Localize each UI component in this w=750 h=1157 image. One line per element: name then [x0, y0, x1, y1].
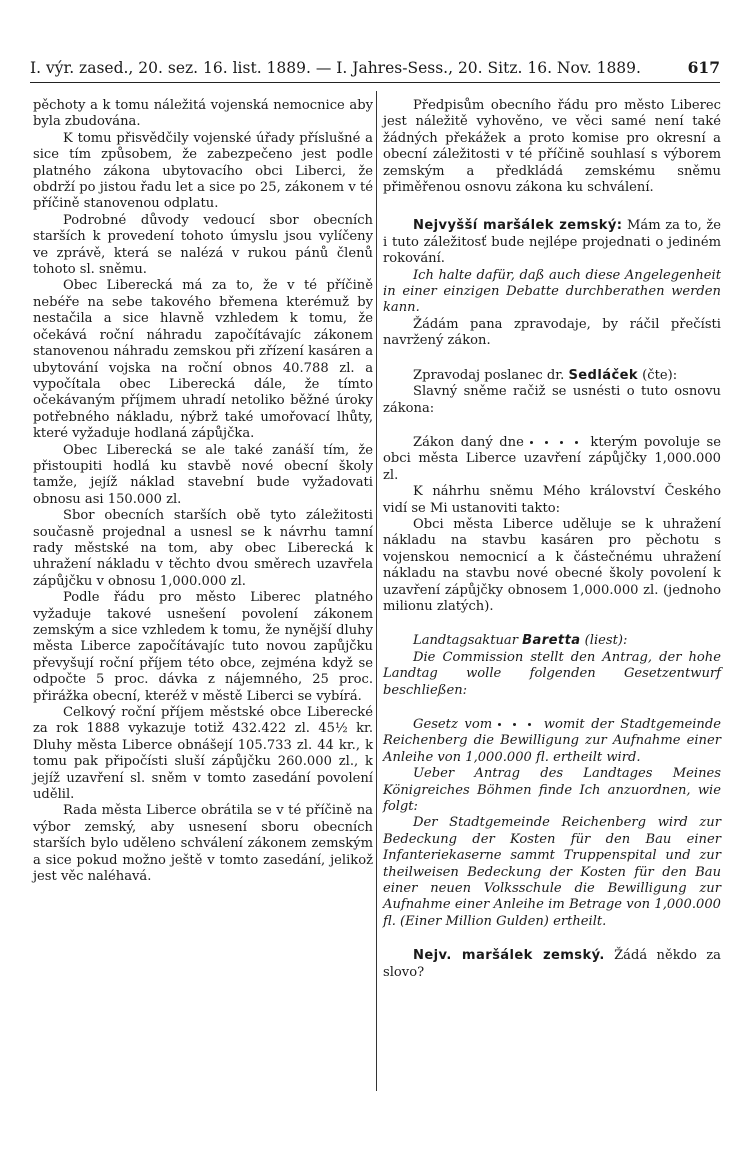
speaker-name: Nejv. maršálek zemský.	[413, 948, 605, 964]
paragraph: Podle řádu pro město Liberec platného vyžaduje takové usnešení povolení zákonem zemským a sice vzhledem k tomu, že nynější dluhy města Liberce započítávajíc tuto novou zapůjčku převyšují roční příjem této obce, zejména když se odpočte 5 proc. dávka z nájemného, 25 proc. přirážka obecní, kteréž v městě Liberci se vybírá.	[33, 590, 373, 704]
speech-text: Žádá někdo za slovo?	[383, 948, 721, 980]
law-paragraph: K náhrhu sněmu Mého království Českého vidí se Mi ustanoviti takto:	[383, 484, 721, 516]
speech-text: Slavný sněme račiž se usnésti o tuto osnovu zákona:	[383, 384, 721, 416]
column-divider	[376, 91, 377, 1091]
paragraph: Sbor obecních starších obě tyto záležitosti současně projednal a usnesl se k návrhu tamní rady městské na tom, aby obec Liberecká k uhražení nákladu v těchto dvou směrech uzavřela zápůjčku v obnosu 1,000.000 zl.	[33, 508, 373, 589]
header-rule	[30, 82, 720, 83]
paragraph: Rada města Liberce obrátila se v té příčině na výbor zemský, aby usnesení sboru obecních starších bylo uděleno schválení zákonem zemským a sice pokud možno ještě v tomto zasedání, jelikož jest věc naléhavá.	[33, 803, 373, 885]
speaker-name: Nejvyšší maršálek zemský:	[413, 218, 623, 234]
speaker-title: Zpravodaj poslanec dr.	[413, 367, 565, 383]
german-text: Ueber Antrag des Landtages Meines Königreiches Böhmen finde Ich anzuordnen, wie folgt:	[383, 766, 721, 815]
speaker-title: Landtagsaktuar	[413, 633, 518, 649]
speaker-name: Baretta	[522, 633, 581, 649]
speech	[383, 633, 721, 649]
speech	[383, 218, 721, 267]
speaker-name: Sedláček	[568, 367, 638, 383]
speech	[383, 368, 721, 384]
paragraph: Celkový roční příjem městské obce Liberecké za rok 1888 vykazuje totiž 432.422 zl. 45½ kr. Dluhy města Liberce obnášejí 105.733 zl. 44 kr., k tomu pak připočísti sluší zápůjčku 260.000 zl., k jejíž uzavření sl. sněm v tomto zasedání povolení udělil.	[33, 705, 373, 803]
law-title: Zákon daný dne kterým povoluje se obci města Liberce uzavření zápůjčky 1,000.000 zl.	[383, 434, 721, 483]
law-title-german: Gesetz vom womit der Stadtgemeinde Reichenberg die Bewilligung zur Aufnahme einer Anleihe von 1,000.000 fl. ertheilt wird.	[383, 717, 721, 765]
speech-text: Žádám pana zpravodaje, by ráčil přečísti navržený zákon.	[383, 316, 721, 349]
paragraph: Obec Liberecká má za to, že v té příčině nebéře na sebe takového břemena kterémuž by nestačila a sice hlavně vzhledem k tomu, že očekává roční náhradu započítávajíc zákonem stanovenou náhradu zemskou při zřízení kasáren a ubytování vojska na roční obnos 40.788 zl. a vypočítala obec Liberecká dále, že tímto očekávaným příjmem uhradí netoliko běžné úroky potřebného nákladu, nýbrž také umořovací lhůty, které vyžaduje hodlaná zápůjčka.	[33, 278, 373, 442]
page-header	[30, 58, 720, 82]
paragraph: K tomu přisvědčily vojenské úřady příslušné a sice tím způsobem, že zabezpečeno jest podle platného zákona ubytovacího obci Liberci, že obdrží po jistou řadu let a sice po 25, zákonem v té příčině stanovenou odplatu.	[33, 130, 373, 212]
paragraph: Předpisům obecního řádu pro město Liberec jest náležitě vyhověno, ve věci samé není také žádných překážek a proto komise pro okresní a obecní záležitosti v té příčině souhlasí s výborem zemským a předkládá zemskému sněmu přiměřenou osnovu zákona ku schválení.	[383, 98, 721, 196]
speech	[383, 948, 721, 981]
german-text: Ich halte dafür, daß auch diese Angelegenheit in einer einzigen Debatte durchberathen werden kann.	[383, 267, 721, 316]
page-number: 617	[687, 58, 720, 77]
left-column	[33, 98, 373, 1118]
speech-text: Mám za to, že i tuto záležitosť bude nejlépe projednati o jediném rokování.	[383, 218, 721, 267]
header-session-info: I. výr. zased., 20. sez. 16. list. 1889. — I. Jahres-Sess., 20. Sitz. 16. Nov. 1889.	[30, 59, 641, 77]
speaker-suffix: (čte):	[642, 367, 678, 383]
law-paragraph: Obci města Liberce uděluje se k uhražení nákladu na stavbu kasáren pro pěchotu s vojenskou nemocnicí a k částečnému uhražení nákladu na stavbu nové obecné školy povolení k uzavření zápůjčky obnosem 1,000.000 zl. (jednoho milionu zlatých).	[383, 516, 721, 614]
german-text: Die Commission stellt den Antrag, der hohe Landtag wolle folgenden Gesetzentwurf beschließen:	[383, 649, 721, 698]
german-text: Der Stadtgemeinde Reichenberg wird zur Bedeckung der Kosten für den Bau einer Infanteriekaserne sammt Truppenspital und zur theilweisen Bedeckung der Kosten für den Bau einer neuen Volksschule die Bewilligung zur Aufnahme einer Anleihe im Betrage von 1,000.000 fl. (Einer Million Gulden) ertheilt.	[383, 815, 721, 929]
paragraph: Podrobné důvody vedoucí sbor obecních starších k provedení tohoto úmyslu jsou vylíčeny ve zprávě, která se nalézá v rukou pánů členů tohoto sl. sněmu.	[33, 212, 373, 278]
right-column	[383, 98, 721, 980]
speaker-suffix: (liest):	[584, 633, 628, 649]
paragraph: Obec Liberecká se ale také zanáší tím, že přistoupiti hodlá ku stavbě nové obecní školy tamže, jejíž náklad stavební bude vyžadovati obnosu asi 150.000 zl.	[33, 442, 373, 507]
paragraph: pěchoty a k tomu náležitá vojenská nemocnice aby byla zbudována.	[33, 98, 373, 130]
